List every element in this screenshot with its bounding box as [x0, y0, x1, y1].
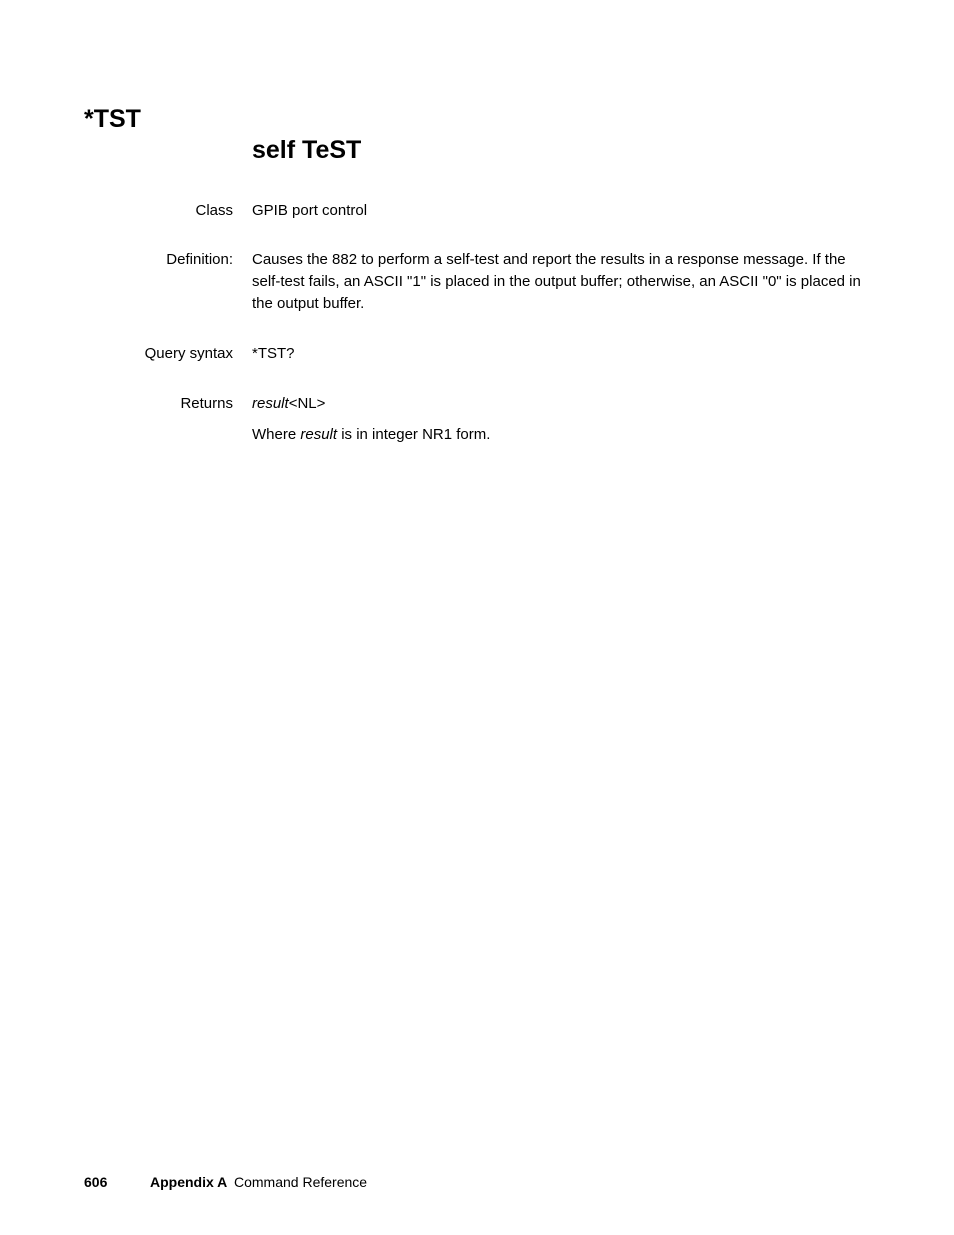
- command-full-name: self TeST: [252, 136, 362, 164]
- query-syntax-value: *TST?: [252, 345, 295, 362]
- returns-description: [252, 424, 872, 446]
- returns-description-param: result: [300, 426, 338, 443]
- class-label: Class: [195, 202, 233, 219]
- definition-value: Causes the 882 to perform a self-test and report the results in a response message. If the self-test fails, an ASCII "1" is placed in the output buffer; otherwise, an ASCII "0" is placed in the output buffer.: [252, 251, 861, 312]
- class-value: GPIB port control: [252, 202, 368, 219]
- returns-param: result: [252, 395, 289, 412]
- returns-label: Returns: [180, 395, 233, 412]
- returns-value: [252, 393, 872, 446]
- returns-terminator: <NL>: [288, 395, 326, 412]
- definition-label: Definition:: [166, 251, 233, 268]
- page-number: 606: [84, 1174, 108, 1190]
- query-syntax-label: Query syntax: [144, 345, 233, 362]
- command-name: *TST: [84, 105, 141, 133]
- footer-section: Command Reference: [234, 1174, 368, 1190]
- returns-description-prefix: Where: [252, 426, 301, 443]
- footer-appendix: Appendix A: [150, 1174, 228, 1190]
- returns-line: [252, 393, 872, 415]
- returns-description-suffix: is in integer NR1 form.: [337, 426, 491, 443]
